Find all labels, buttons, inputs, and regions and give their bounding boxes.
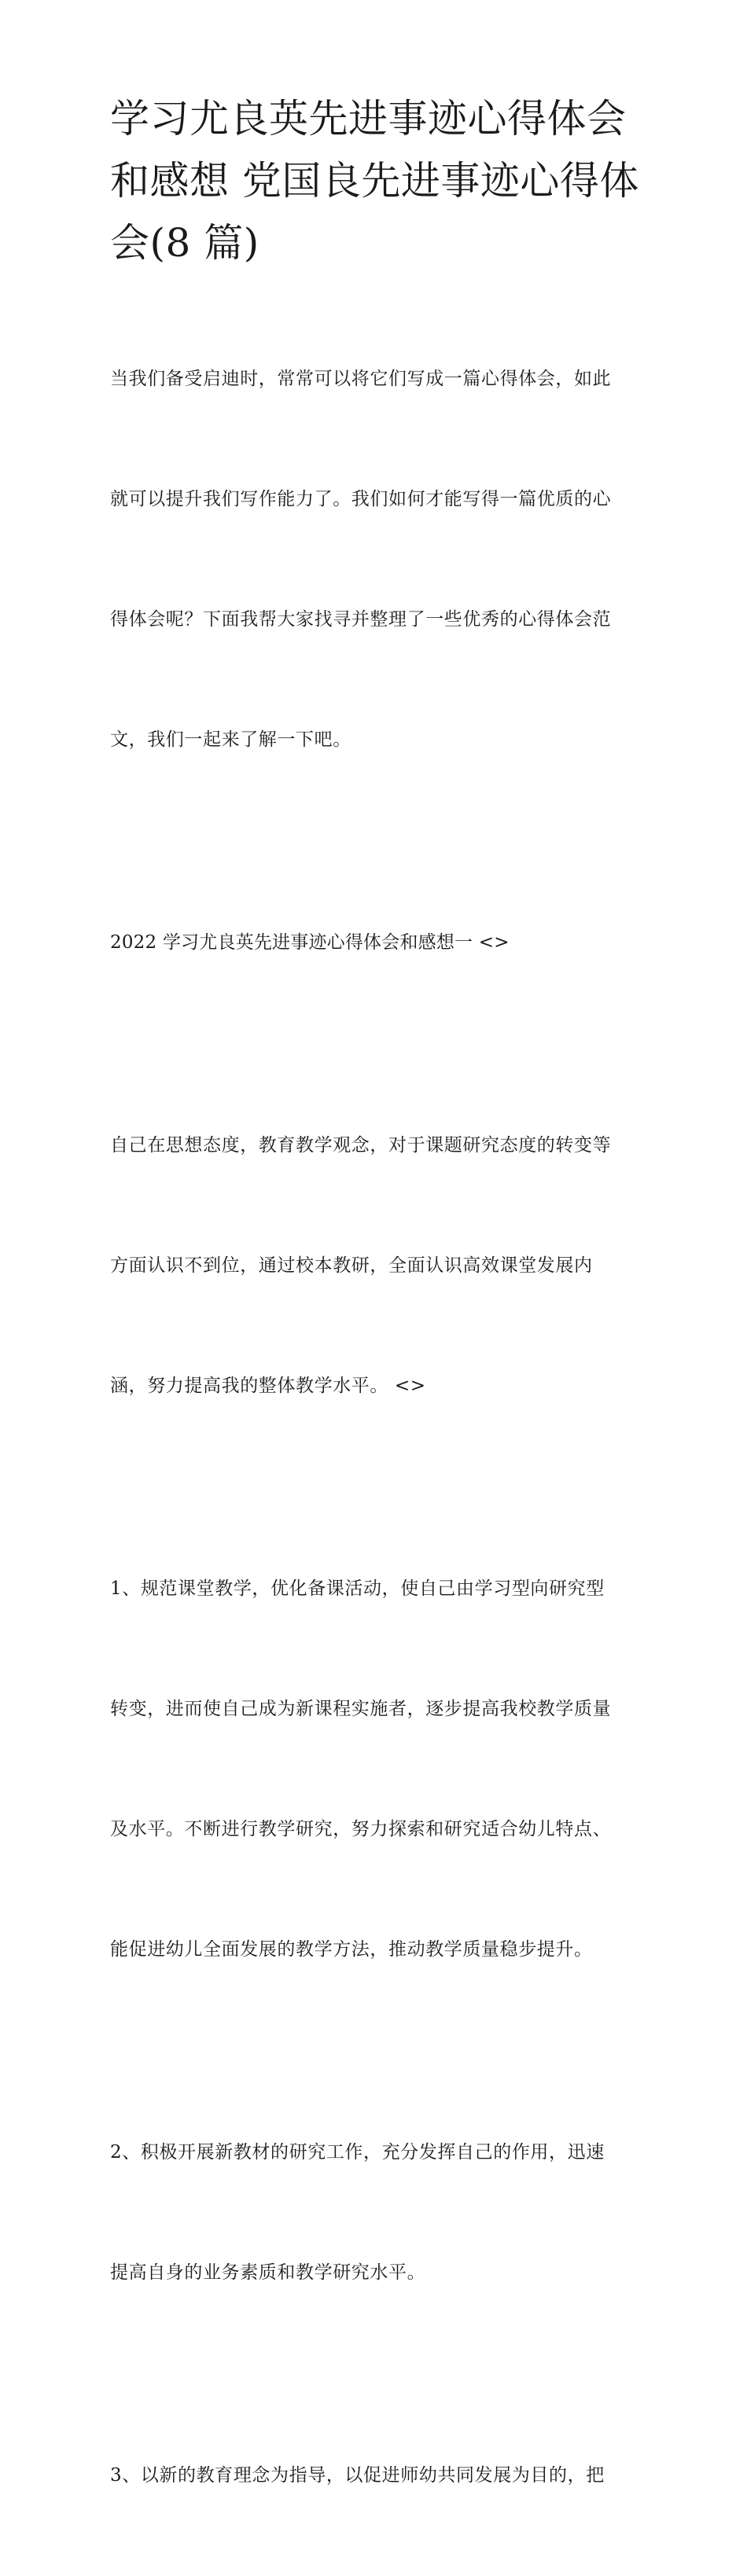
title-line-3: 会(8 篇) bbox=[110, 220, 259, 266]
paragraph-1-line-1: 自己在思想态度，教育教学观念，对于课题研究态度的转变等 bbox=[110, 1135, 612, 1156]
intro-line-3: 得体会呢？下面我帮大家找寻并整理了一些优秀的心得体会范 bbox=[110, 609, 612, 630]
list-item-1-line-2: 转变，进而使自己成为新课程实施者，逐步提高我校教学质量 bbox=[110, 1699, 612, 1719]
list-item-1-line-1: 1、规范课堂教学，优化备课活动，使自己由学习型向研究型 bbox=[110, 1578, 605, 1599]
paragraph-1-line-3: 涵，努力提高我的整体教学水平。 <> bbox=[110, 1376, 426, 1396]
list-item-3-line-1: 3、以新的教育理念为指导，以促进师幼共同发展为目的，把 bbox=[110, 2465, 605, 2486]
intro-line-2: 就可以提升我们写作能力了。我们如何才能写得一篇优质的心 bbox=[110, 489, 612, 509]
list-item-2-line-1: 2、积极开展新教材的研究工作，充分发挥自己的作用，迅速 bbox=[110, 2142, 605, 2163]
list-item-2 bbox=[110, 2052, 653, 2373]
section-heading-text: 2022 学习尤良英先进事迹心得体会和感想一 <> bbox=[110, 932, 510, 953]
list-item-2-line-2: 提高自身的业务素质和教学研究水平。 bbox=[110, 2262, 426, 2283]
paragraph-1-line-2: 方面认识不到位，通过校本教研，全面认识高效课堂发展内 bbox=[110, 1255, 593, 1276]
list-item-3 bbox=[110, 2376, 653, 2576]
list-item-1-line-3: 及水平。不断进行教学研究，努力探索和研究适合幼儿特点、 bbox=[110, 1819, 612, 1839]
intro-paragraph bbox=[110, 279, 653, 840]
paragraph-1 bbox=[110, 1045, 653, 1486]
document-title bbox=[110, 88, 661, 274]
list-item-1-line-4: 能促进幼儿全面发展的教学方法，推动教学质量稳步提升。 bbox=[110, 1939, 593, 1960]
document-body bbox=[110, 279, 653, 2576]
list-item-1 bbox=[110, 1489, 653, 2050]
title-line-2: 和感想 党国良先进事迹心得体 bbox=[110, 158, 639, 204]
title-line-1: 学习尤良英先进事迹心得体会 bbox=[110, 96, 627, 141]
intro-line-4: 文，我们一起来了解一下吧。 bbox=[110, 729, 351, 750]
section-heading bbox=[110, 843, 653, 1043]
intro-line-1: 当我们备受启迪时，常常可以将它们写成一篇心得体会，如此 bbox=[110, 369, 612, 389]
